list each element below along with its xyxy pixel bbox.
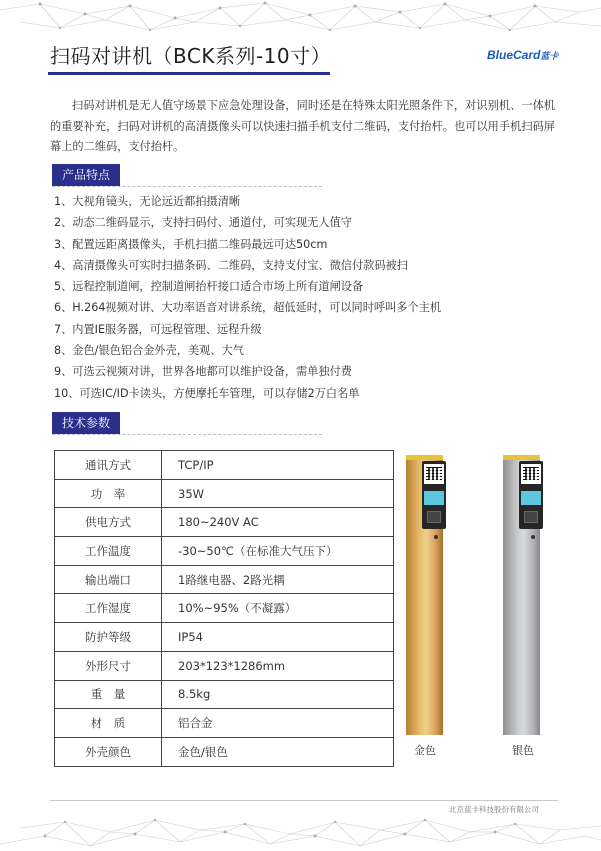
spec-value: 8.5kg — [162, 680, 394, 709]
spec-key: 外形尺寸 — [55, 651, 162, 680]
device-panel — [422, 461, 446, 529]
logo-cn: 蓝卡 — [540, 51, 559, 61]
spec-value: 203*123*1286mm — [162, 651, 394, 680]
spec-key: 重 量 — [55, 680, 162, 709]
feature-item: 7、内置IE服务器，可远程管理、远程升级 — [54, 322, 262, 336]
table-row — [55, 709, 394, 738]
table-row — [55, 651, 394, 680]
specs-heading: 技术参数 — [52, 412, 120, 434]
spec-value: -30~50℃（在标准大气压下） — [162, 537, 394, 566]
spec-value: TCP/IP — [162, 451, 394, 480]
table-row — [55, 451, 394, 480]
gold-device-label: 金色 — [414, 744, 436, 757]
company-name: 北京蓝卡科技股份有限公司 — [449, 805, 539, 814]
spec-key: 功 率 — [55, 479, 162, 508]
spec-value: 金色/银色 — [162, 737, 394, 766]
spec-value: 铝合金 — [162, 709, 394, 738]
spec-table — [54, 450, 394, 767]
feature-item: 9、可选云视频对讲，世界各地都可以维护设备，需单独付费 — [54, 365, 352, 379]
feature-item: 4、高清摄像头可实时扫描条码、二维码，支持支付宝、微信付款码被扫 — [54, 258, 408, 272]
device-keypad — [524, 511, 538, 523]
decorative-network-top — [0, 0, 601, 40]
table-row — [55, 479, 394, 508]
silver-device-image — [503, 455, 540, 735]
spec-value: 35W — [162, 479, 394, 508]
device-top-cap — [406, 455, 443, 460]
footer-divider — [50, 800, 558, 801]
feature-list — [54, 191, 441, 404]
camera-lens-icon — [531, 535, 535, 539]
feature-item: 10、可选IC/ID卡读头，方便摩托车管理，可以存储2万白名单 — [54, 386, 360, 400]
device-panel — [519, 461, 543, 529]
table-row — [55, 537, 394, 566]
features-heading: 产品特点 — [52, 164, 120, 186]
spec-value: 10%~95%（不凝露） — [162, 594, 394, 623]
spec-key: 输出端口 — [55, 565, 162, 594]
table-row — [55, 594, 394, 623]
gold-device-image — [406, 455, 443, 735]
spec-value: IP54 — [162, 623, 394, 652]
feature-item: 5、远程控制道闸，控制道闸抬杆接口适合市场上所有道闸设备 — [54, 280, 364, 294]
spec-key: 工作湿度 — [55, 594, 162, 623]
specs-heading-rule — [52, 434, 322, 435]
qr-code-icon — [424, 464, 444, 484]
camera-lens-icon — [434, 535, 438, 539]
spec-key: 外壳颜色 — [55, 737, 162, 766]
table-row — [55, 737, 394, 766]
table-row — [55, 508, 394, 537]
spec-key: 防护等级 — [55, 623, 162, 652]
feature-item: 3、配置远距离摄像头，手机扫描二维码最远可达50cm — [54, 237, 328, 251]
feature-item: 1、大视角镜头，无论远近都拍摄清晰 — [54, 195, 241, 208]
spec-key: 通讯方式 — [55, 451, 162, 480]
brand-logo — [487, 48, 558, 62]
feature-item: 6、H.264视频对讲、大功率语音对讲系统，超低延时，可以同时呼叫多个主机 — [54, 301, 442, 315]
device-top-cap — [503, 455, 540, 460]
spec-key: 材 质 — [55, 709, 162, 738]
qr-code-icon — [521, 464, 541, 484]
spec-value: 180~240V AC — [162, 508, 394, 537]
table-row — [55, 623, 394, 652]
silver-device-label: 银色 — [512, 744, 534, 757]
device-screen — [424, 491, 444, 505]
device-keypad — [427, 511, 441, 523]
features-heading-rule — [52, 186, 322, 187]
logo-en: BlueCard — [487, 48, 541, 62]
page-title: 扫码对讲机（BCK系列-10寸） — [50, 44, 332, 68]
device-screen — [521, 491, 541, 505]
table-row — [55, 680, 394, 709]
spec-key: 工作温度 — [55, 537, 162, 566]
table-row — [55, 565, 394, 594]
feature-item: 8、金色/银色铝合金外壳，美观、大气 — [54, 344, 244, 358]
spec-value: 1路继电器、2路光耦 — [162, 565, 394, 594]
intro-paragraph: 扫码对讲机是无人值守场景下应急处理设备，同时还是在特殊太阳光照条件下，对识别机、一体机的重要补充，扫码对讲机的高清摄像头可以快速扫描手机支付二维码，支付抬杆。也可以用手机扫码屏幕上的二维码，支付抬杆。 — [50, 99, 555, 153]
title-underline — [48, 72, 330, 75]
spec-key: 供电方式 — [55, 508, 162, 537]
feature-item: 2、动态二维码显示，支持扫码付、通道付，可实现无人值守 — [54, 216, 352, 230]
